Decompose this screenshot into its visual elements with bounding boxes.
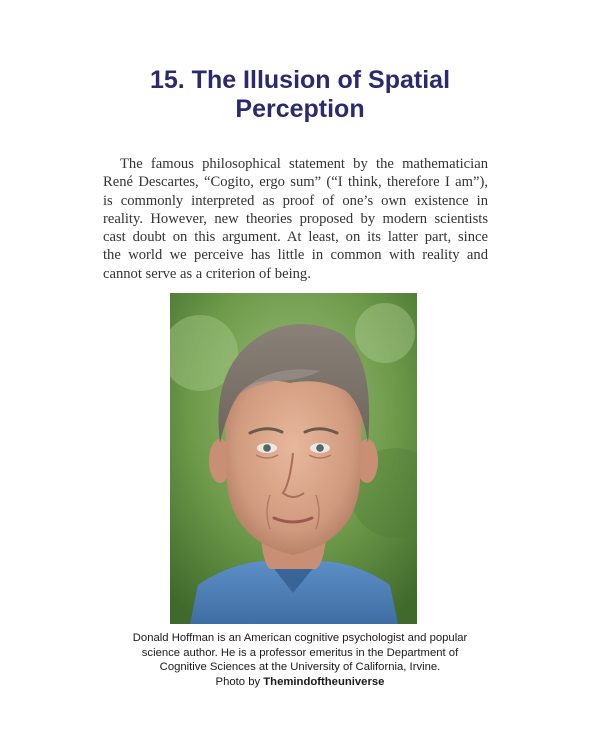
- page-title: [0, 66, 600, 124]
- body-line: is commonly interpreted as proof of one’s own existence in: [103, 192, 488, 209]
- photo-credit-name: Themindoftheuniverse: [263, 675, 385, 688]
- page-title-line-2: Perception: [235, 95, 365, 123]
- page-title-line-1: 15. The Illusion of Spatial: [149, 66, 451, 94]
- body-line: cast doubt on this argument. At least, on its latter part, since: [103, 229, 488, 246]
- body-line: reality. However, new theories proposed by modern scientists: [103, 210, 488, 227]
- caption-line-3: Cognitive Sciences at the University of California, Irvine.: [159, 661, 441, 673]
- body-paragraph: [103, 155, 488, 283]
- photo-caption: [90, 631, 510, 689]
- body-line: René Descartes, “Cogito, ergo sum” (“I think, therefore I am”),: [103, 174, 488, 191]
- body-line: cannot serve as a criterion of being.: [103, 265, 311, 282]
- photo-credit: [90, 675, 510, 690]
- body-line: the world we perceive has little in common with reality and: [103, 247, 488, 264]
- body-line: The famous philosophical statement by the mathematician: [120, 156, 488, 172]
- photo-credit-prefix: Photo by: [215, 675, 264, 688]
- portrait-photo: [170, 293, 417, 624]
- caption-line-2: science author. He is a professor emeritus in the Department of: [141, 646, 459, 659]
- caption-line-1: Donald Hoffman is an American cognitive psychologist and popular: [132, 632, 468, 644]
